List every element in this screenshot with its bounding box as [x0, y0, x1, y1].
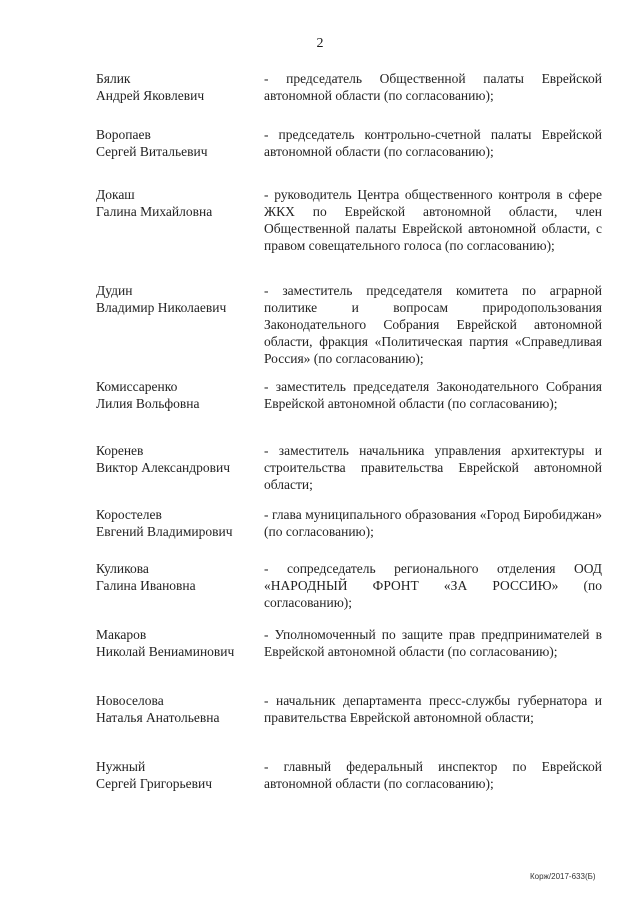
member-surname: Новоселова — [96, 693, 164, 708]
member-surname: Коростелев — [96, 507, 162, 522]
list-item — [96, 560, 602, 611]
member-name — [96, 560, 264, 611]
list-item — [96, 126, 602, 160]
member-surname: Дудин — [96, 283, 133, 298]
list-item — [96, 186, 602, 254]
member-given-names: Николай Вениаминович — [96, 644, 235, 659]
member-surname: Воропаев — [96, 127, 151, 142]
page-number: 2 — [316, 36, 324, 51]
member-role: - руководитель Центра общественного контроля в сфере ЖКХ по Еврейской автономной области, член Общественной палаты Еврейской автономной области, с правом совещательного голоса (по согласованию); — [264, 187, 602, 253]
member-role: - сопредседатель регионального отделения ООД «НАРОДНЫЙ ФРОНТ «ЗА РОССИЮ» (по согласованию); — [264, 561, 602, 610]
member-name — [96, 506, 264, 540]
member-role: - начальник департамента пресс-службы губернатора и правительства Еврейской автономной области; — [264, 693, 602, 725]
member-name — [96, 442, 264, 493]
member-role: - заместитель председателя комитета по аграрной политике и вопросам природопользования Законодательного Собрания Еврейской автономной области, фракция «Политическая партия «Справедливая Россия» (по согласованию); — [264, 283, 602, 366]
list-item — [96, 378, 602, 412]
member-surname: Комиссаренко — [96, 379, 178, 394]
member-surname: Докаш — [96, 187, 135, 202]
member-name — [96, 282, 264, 367]
member-role: - председатель контрольно-счетной палаты Еврейской автономной области (по согласованию); — [264, 127, 602, 159]
member-role: - глава муниципального образования «Город Биробиджан» (по согласованию); — [264, 507, 602, 539]
list-item — [96, 626, 602, 660]
member-given-names: Сергей Витальевич — [96, 144, 208, 159]
member-given-names: Андрей Яковлевич — [96, 88, 205, 103]
member-given-names: Наталья Анатольевна — [96, 710, 220, 725]
member-name — [96, 378, 264, 412]
member-given-names: Галина Михайловна — [96, 204, 213, 219]
member-surname: Макаров — [96, 627, 147, 642]
list-item — [96, 282, 602, 367]
list-item — [96, 506, 602, 540]
member-surname: Коренев — [96, 443, 144, 458]
member-role: - председатель Общественной палаты Еврейской автономной области (по согласованию); — [264, 71, 602, 103]
member-name — [96, 126, 264, 160]
list-item — [96, 442, 602, 493]
member-name — [96, 758, 264, 792]
member-name — [96, 186, 264, 254]
member-name — [96, 692, 264, 726]
member-surname: Куликова — [96, 561, 149, 576]
member-surname: Нужный — [96, 759, 146, 774]
list-item — [96, 692, 602, 726]
member-name — [96, 626, 264, 660]
document-code: Корж/2017-633(Б) — [530, 872, 596, 881]
member-given-names: Лилия Вольфовна — [96, 396, 200, 411]
member-given-names: Виктор Александрович — [96, 460, 231, 475]
list-item — [96, 70, 602, 104]
member-role: - заместитель начальника управления архитектуры и строительства правительства Еврейской автономной области; — [264, 443, 602, 492]
member-role: - заместитель председателя Законодательного Собрания Еврейской автономной области (по согласованию); — [264, 379, 602, 411]
member-given-names: Сергей Григорьевич — [96, 776, 213, 791]
member-given-names: Владимир Николаевич — [96, 300, 227, 315]
list-item — [96, 758, 602, 792]
member-given-names: Евгений Владимирович — [96, 524, 233, 539]
member-role: - главный федеральный инспектор по Еврейской автономной области (по согласованию); — [264, 759, 602, 791]
member-given-names: Галина Ивановна — [96, 578, 196, 593]
member-role: - Уполномоченный по защите прав предпринимателей в Еврейской автономной области (по согласованию); — [264, 627, 602, 659]
member-surname: Бялик — [96, 71, 131, 86]
member-name — [96, 70, 264, 104]
